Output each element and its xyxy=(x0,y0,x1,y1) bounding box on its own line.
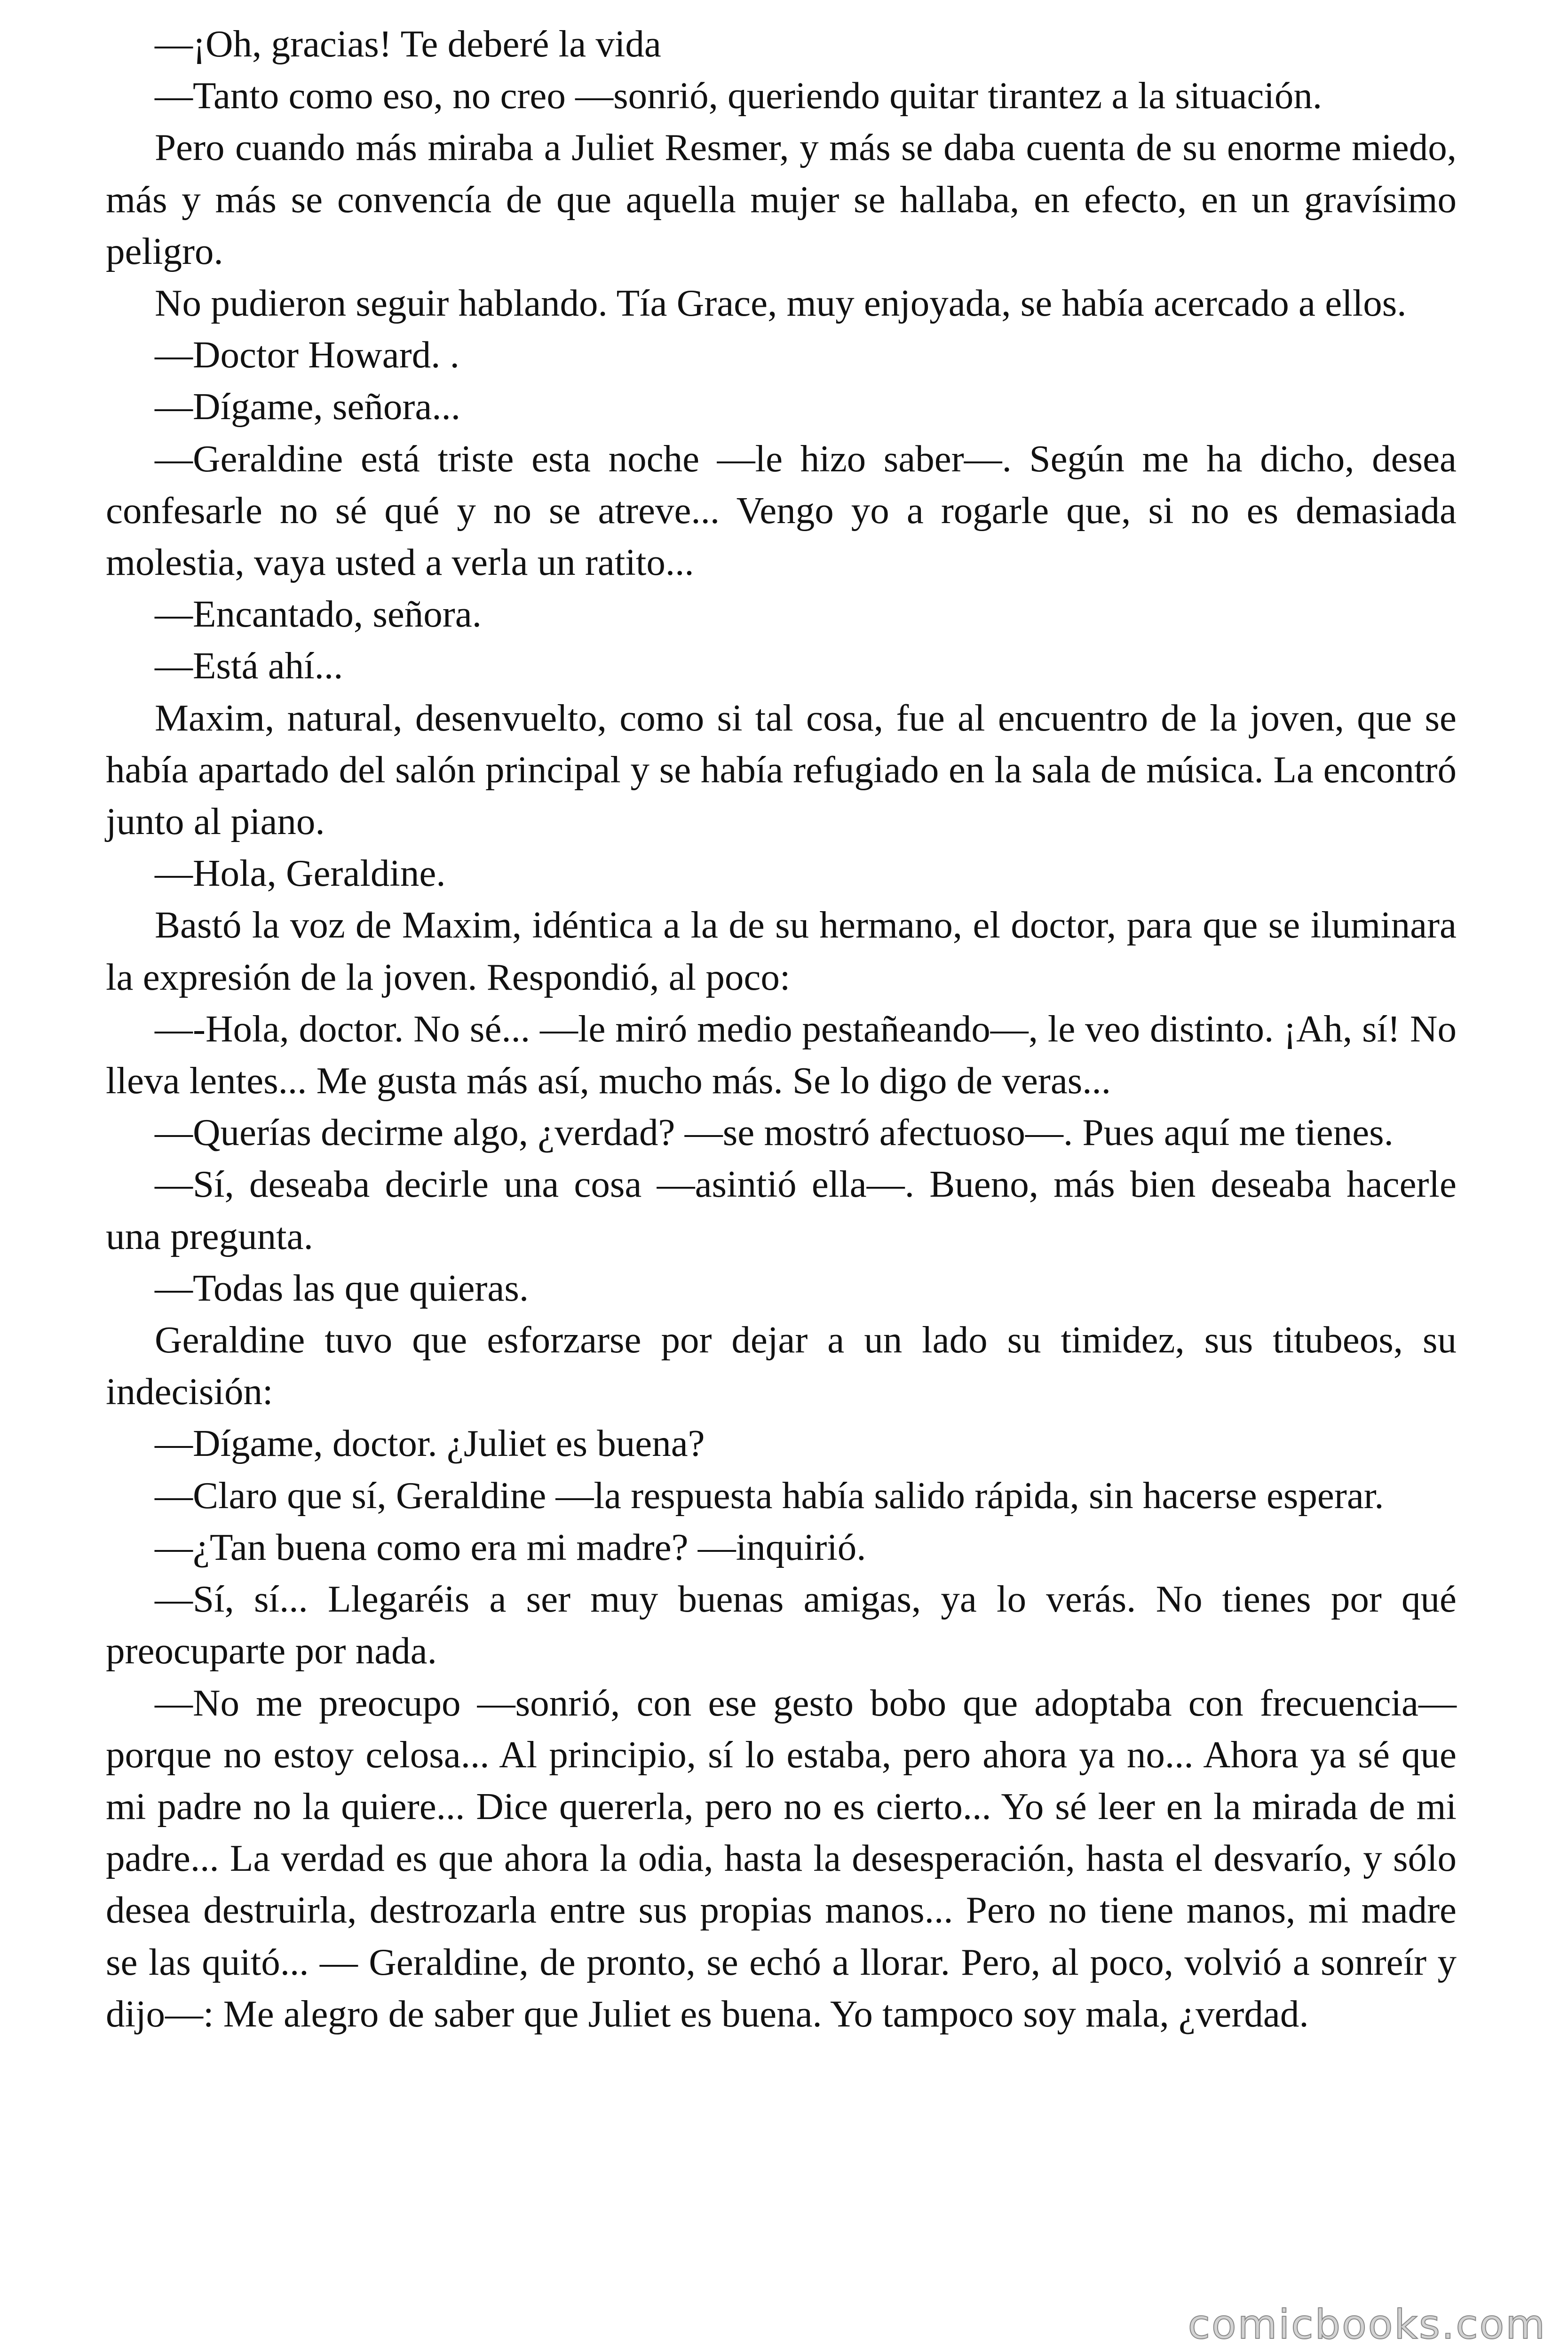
paragraph: —Geraldine está triste esta noche —le hizo saber—. Según me ha dicho, desea confesarle no sé qué y no se atreve... Vengo yo a rogarle que, si no es demasiada molestia, vaya usted a verla un ratito... xyxy=(106,437,1457,584)
paragraph: —Todas las que quieras. xyxy=(155,1266,529,1309)
paragraph: Geraldine tuvo que esforzarse por dejar a un lado su timidez, sus titubeos, su indecisión: xyxy=(106,1319,1457,1413)
paragraph: —-Hola, doctor. No sé... —le miró medio pestañeando—, le veo distinto. ¡Ah, sí! No lleva lentes... Me gusta más así, mucho más. Se lo digo de veras... xyxy=(106,1007,1457,1102)
paragraph: No pudieron seguir hablando. Tía Grace, muy enjoyada, se había acercado a ellos. xyxy=(155,282,1407,325)
paragraph: —Sí, deseaba decirle una cosa —asintió ella—. Bueno, más bien deseaba hacerle una pregunta. xyxy=(106,1163,1457,1257)
paragraph: —Sí, sí... Llegaréis a ser muy buenas amigas, ya lo verás. No tienes por qué preocuparte por nada. xyxy=(106,1578,1457,1672)
paragraph: Pero cuando más miraba a Juliet Resmer, y más se daba cuenta de su enorme miedo, más y más se convencía de que aquella mujer se hallaba, en efecto, en un gravísimo peligro. xyxy=(106,126,1457,272)
paragraph: —Doctor Howard. . xyxy=(155,334,459,376)
paragraph: —¡Oh, gracias! Te deberé la vida xyxy=(155,23,661,65)
paragraph: Bastó la voz de Maxim, idéntica a la de su hermano, el doctor, para que se iluminara la expresión de la joven. Respondió, al poco: xyxy=(106,904,1457,998)
paragraph: —Hola, Geraldine. xyxy=(155,852,446,895)
paragraph: —Está ahí... xyxy=(155,644,343,687)
paragraph: —Encantado, señora. xyxy=(155,593,482,636)
paragraph: —Querías decirme algo, ¿verdad? —se mostró afectuoso—. Pues aquí me tienes. xyxy=(155,1111,1394,1154)
paragraph: Maxim, natural, desenvuelto, como si tal cosa, fue al encuentro de la joven, que se había apartado del salón principal y se había refugiado en la sala de música. La encontró junto al piano. xyxy=(106,696,1457,843)
paragraph: —Dígame, doctor. ¿Juliet es buena? xyxy=(155,1422,705,1465)
paragraph: —Claro que sí, Geraldine —la respuesta había salido rápida, sin hacerse esperar. xyxy=(155,1474,1384,1517)
paragraph: —Dígame, señora... xyxy=(155,385,461,428)
body-text xyxy=(106,18,1457,2040)
paragraph: —No me preocupo —sonrió, con ese gesto bobo que adoptaba con frecuencia— porque no estoy celosa... Al principio, sí lo estaba, pero ahora ya no... Ahora ya sé que mi padre no la quiere... Dice quererla, pero no es cierto... Yo sé leer en la mirada de mi padre... La verdad es que ahora la odia, hasta la desesperación, hasta el desvarío, y sólo desea destruirla, destrozarla entre sus propias manos... Pero no tiene manos, mi madre se las quitó... — Geraldine, de pronto, se echó a llorar. Pero, al poco, volvió a sonreír y dijo—: Me alegro de saber que Juliet es buena. Yo tampoco soy mala, ¿verdad. xyxy=(106,1681,1457,2035)
paragraph: —Tanto como eso, no creo —sonrió, queriendo quitar tirantez a la situación. xyxy=(155,74,1323,117)
paragraph: —¿Tan buena como era mi madre? —inquirió. xyxy=(155,1526,866,1568)
watermark: comicbooks.com xyxy=(1188,2301,1546,2348)
